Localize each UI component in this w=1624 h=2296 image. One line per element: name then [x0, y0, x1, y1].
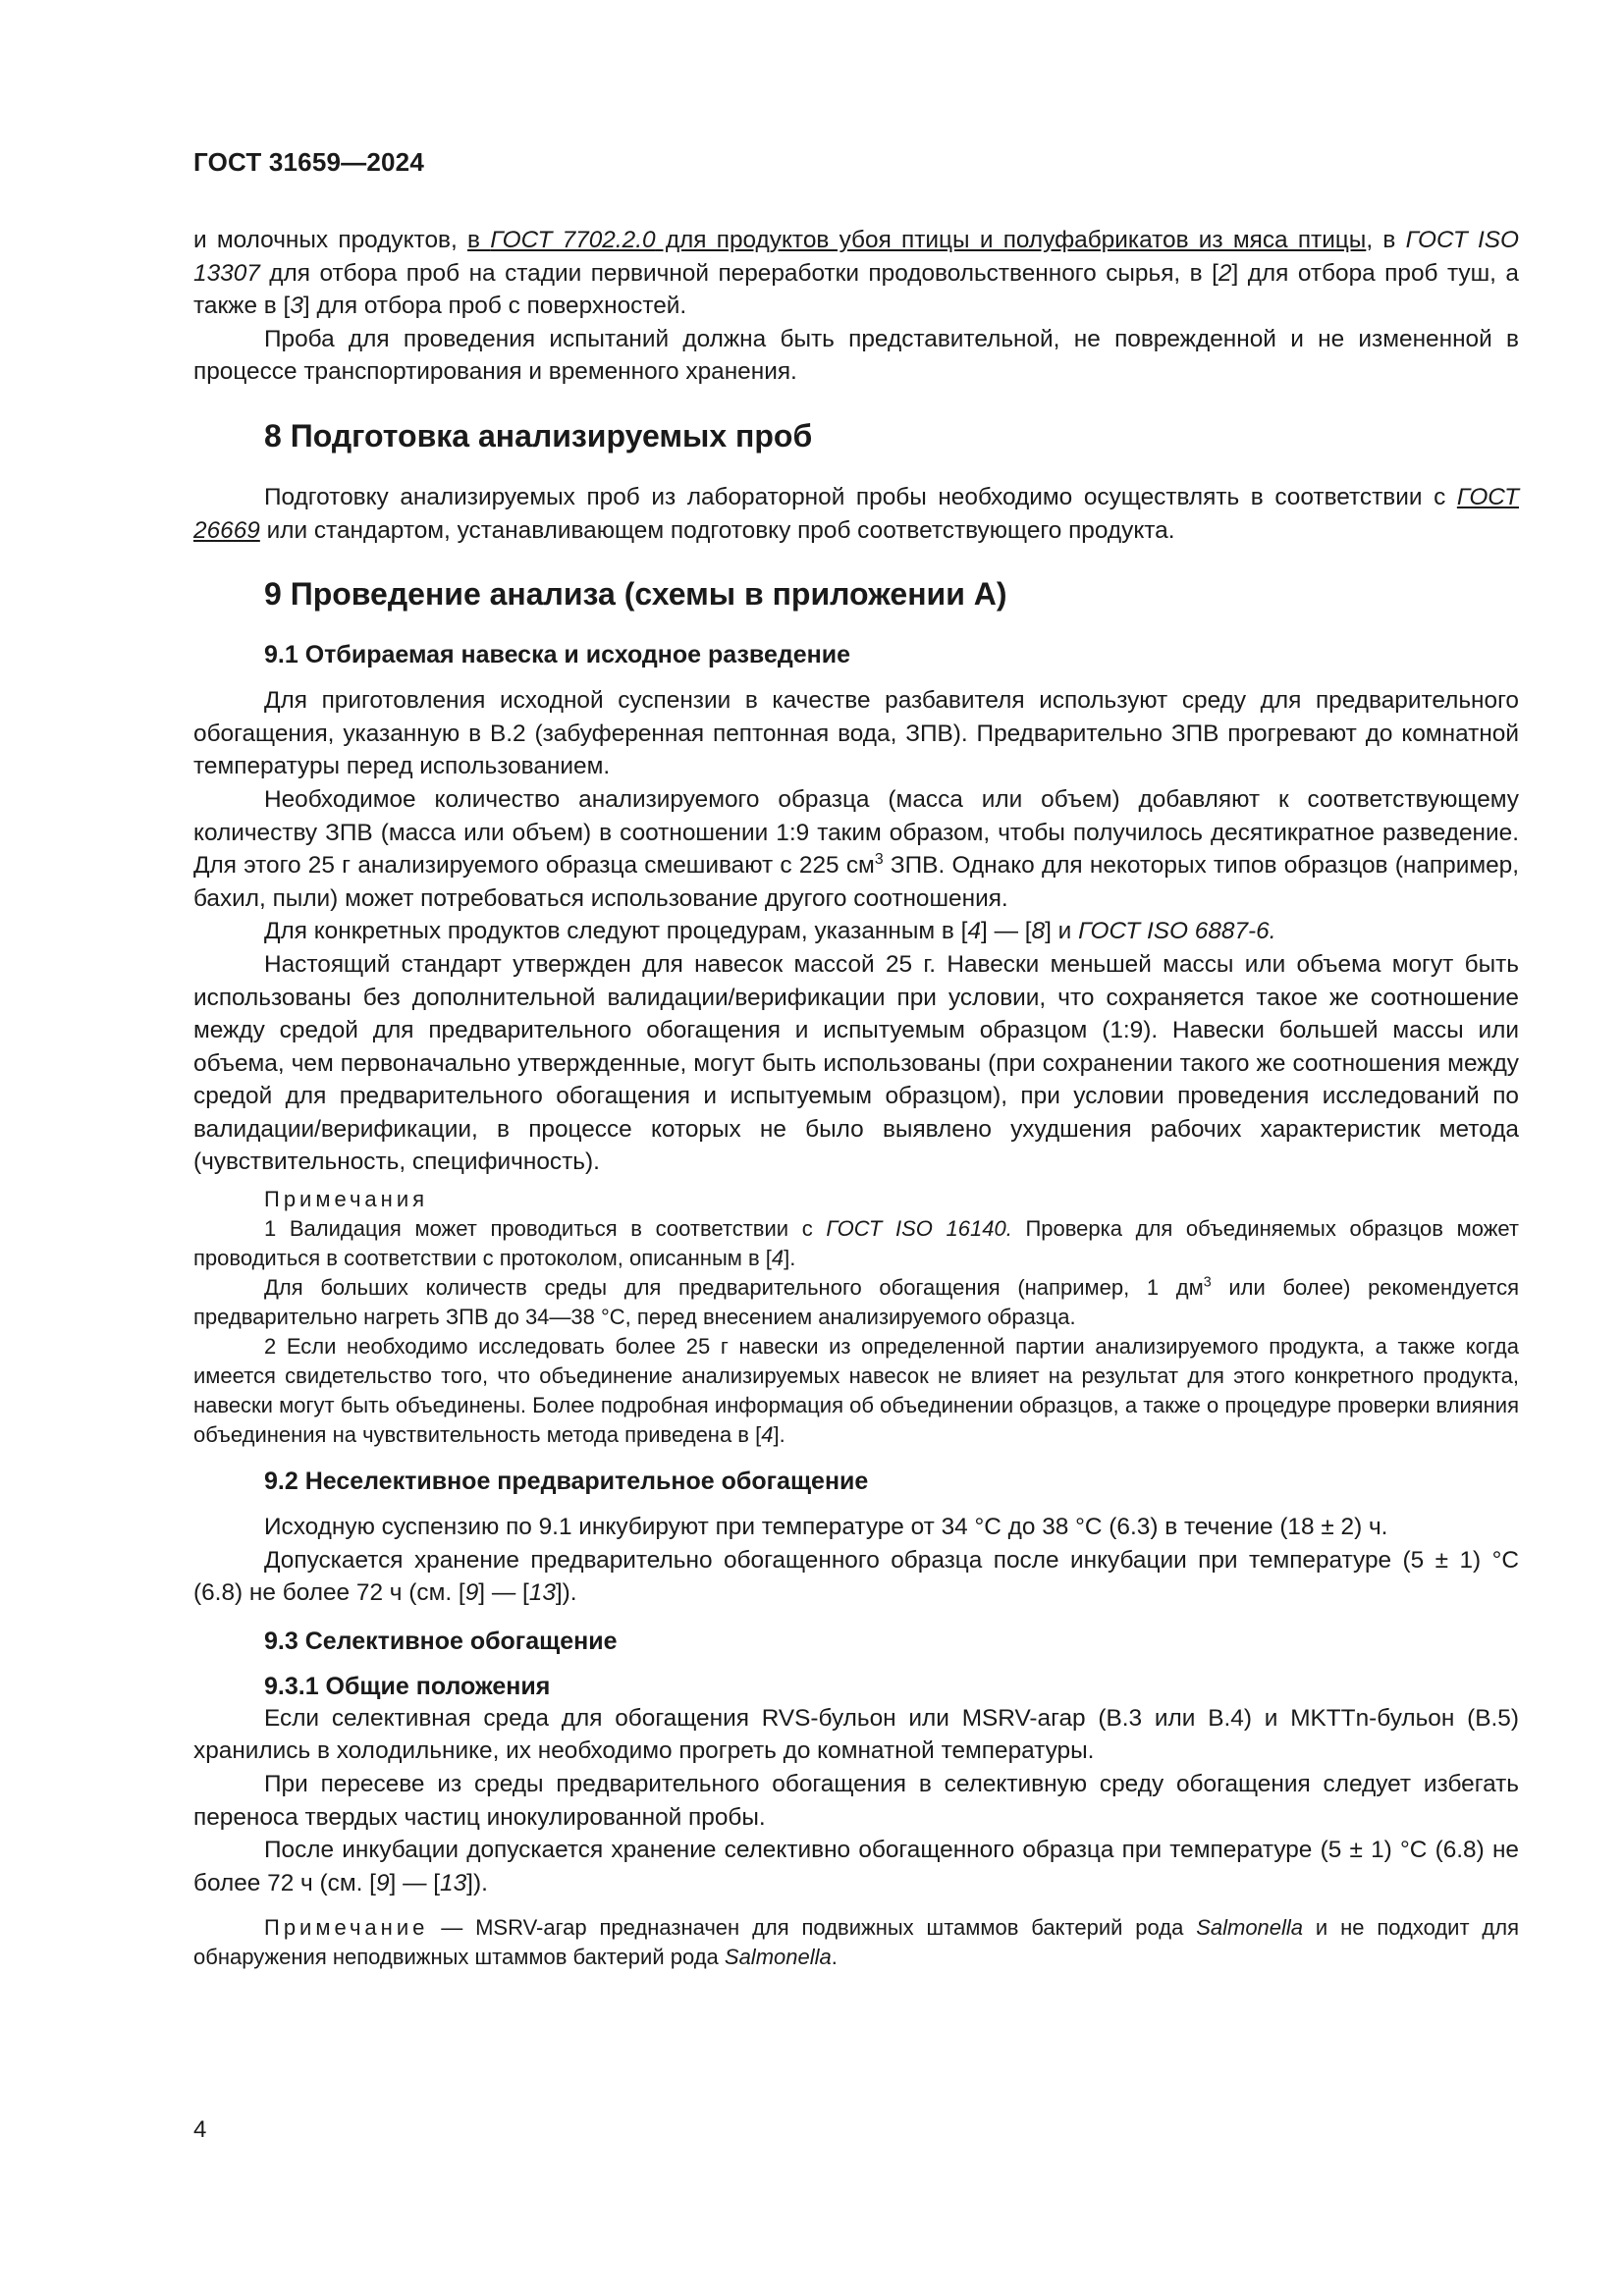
ref-bib-2: 2: [1218, 259, 1232, 287]
section-9-3-title: 9.3 Селективное обогащение: [264, 1627, 618, 1655]
note-1-extra: Для больших количеств среды для предварительного обогащения (например, 1 $дм^3$ или более) рекомендуется предварительно нагреть ЗПВ до 34—38 °С, перед внесением анализируемого образца.: [193, 1274, 1519, 1330]
section-9-1-notes: [193, 1185, 1519, 1450]
section-8-title: 8 Подготовка анализируемых проб: [264, 417, 813, 454]
ref-gost-iso-16140: ГОСТ ISO 16140.: [826, 1216, 1012, 1242]
note-2: 2 Если необходимо исследовать более 25 г навески из определенной партии анализируемого продукта, а также когда имеется свидетельство того, что объединение анализируемых навесок не влияет на результат для этого конкретного продукта, навески могут быть объединены. Более подробная информация об объединении образцов, а также о процедуре проверки влияния объединения на чувствительность метода приведена в [4].: [193, 1334, 1519, 1448]
section-9-3-1-paragraph-1: Если селективная среда для обогащения RVS-бульон или MSRV-агар (В.3 или В.4) и MKTTn-бульон (В.5) хранились в холодильнике, их необходимо прогреть до комнатной температуры.: [193, 1704, 1519, 1765]
ref-bib-3: 3: [290, 293, 303, 320]
intro-paragraph-1: и молочных продуктов, в ГОСТ 7702.2.0 для продуктов убоя птицы и полуфабрикатов из мяса птицы, в ГОСТ ISO 13307 для отбора проб на стадии первичной переработки продовольственного сырья, в [2] для отбора проб туш, а также в [3] для отбора проб с поверхностей.: [193, 227, 1519, 320]
section-9-2-title: 9.2 Неселективное предварительное обогащение: [264, 1468, 869, 1496]
section-8-paragraph: Подготовку анализируемых проб из лабораторной пробы необходимо осуществлять в соответствии с ГОСТ 26669 или стандартом, устанавливающем подготовку проб соответствующего продукта.: [193, 483, 1519, 544]
section-9-2-paragraph-2: Допускается хранение предварительно обогащенного образца после инкубации при температуре (5 ± 1) °С (6.8) не более 72 ч (см. [9] — [13]).: [193, 1546, 1519, 1607]
section-9-2-paragraph-1: Исходную суспензию по 9.1 инкубируют при температуре от 34 °С до 38 °С (6.3) в течение (18 ± 2) ч.: [264, 1514, 1388, 1541]
ref-gost-iso-6887-6: ГОСТ ISO 6887-6.: [1078, 918, 1276, 945]
section-9-1-title: 9.1 Отбираемая навеска и исходное разведение: [264, 641, 850, 669]
section-9-1-paragraph-3: Для конкретных продуктов следуют процедурам, указанным в [4] — [8] и ГОСТ ISO 6887-6.: [264, 918, 1276, 945]
section-9-3-note: Примечание — MSRV-агар предназначен для подвижных штаммов бактерий рода Salmonella и не подходит для обнаружения неподвижных штаммов бактерий рода Salmonella.: [193, 1915, 1520, 1970]
link-gost-7702[interactable]: в ГОСТ 7702.2.0 для продуктов убоя птицы и полуфабрикатов из мяса птицы: [467, 227, 1367, 253]
section-9-3-1-paragraph-2: При пересеве из среды предварительного обогащения в селективную среду обогащения следует избегать переноса твердых частиц инокулированной пробы.: [193, 1771, 1519, 1831]
section-9-1-paragraph-1: Для приготовления исходной суспензии в качестве разбавителя используют среду для предварительного обогащения, указанную в В.2 (забуференная пептонная вода, ЗПВ). Предварительно ЗПВ прогревают до комнатной температуры перед использованием.: [193, 687, 1519, 780]
ref-gost-iso-13307: ГОСТ ISO 13307: [193, 227, 1519, 287]
section-9-3-1-title: 9.3.1 Общие положения: [264, 1672, 551, 1700]
section-9-title: 9 Проведение анализа (схемы в приложении А): [264, 576, 1007, 613]
section-9-1-paragraph-4: Настоящий стандарт утвержден для навесок массой 25 г. Навески меньшей массы или объема могут быть использованы без дополнительной валидации/верификации при условии, что сохраняется такое же соотношение между средой для предварительного обогащения и испытуемым образцом (1:9). Навески большей массы или объема, чем первоначально утвержденные, могут быть использованы (при сохранении такого же соотношения между средой для предварительного обогащения и испытуемым образцом), при условии проведения исследований по валидации/верификации, в процессе которых не было выявлено ухудшения рабочих характеристик метода (чувствительность, специфичность).: [193, 950, 1519, 1176]
intro-paragraph-2: Проба для проведения испытаний должна быть представительной, не поврежденной и не измененной в процессе транспортирования и временного хранения.: [193, 325, 1519, 386]
link-gost-26669[interactable]: ГОСТ 26669: [193, 483, 1519, 544]
section-9-1-paragraph-2: Необходимое количество анализируемого образца (масса или объем) добавляют к соответствующему количеству ЗПВ (масса или объем) в соотношении 1:9 таким образом, чтобы получилось десятикратное разведение. Для этого 25 г анализируемого образца смешивают с 225 $см^3$ ЗПВ. Однако для некоторых типов образцов (например, бахил, пыли) может потребоваться использование другого соотношения.: [193, 785, 1520, 912]
document-body: [193, 224, 1519, 1972]
notes-title: Примечания: [264, 1187, 429, 1212]
document-header: ГОСТ 31659—2024: [193, 147, 424, 177]
page-number: 4: [193, 2116, 207, 2143]
note-1: 1 Валидация может проводиться в соответствии с ГОСТ ISO 16140. Проверка для объединяемых образцов может проводиться в соответствии с протоколом, описанным в [4].: [193, 1216, 1519, 1271]
note-label: Примечание: [264, 1915, 429, 1941]
section-9-3-1-paragraph-3: После инкубации допускается хранение селективно обогащенного образца при температуре (5 ± 1) °С (6.8) не более 72 ч (см. [9] — [13]).: [193, 1837, 1519, 1896]
